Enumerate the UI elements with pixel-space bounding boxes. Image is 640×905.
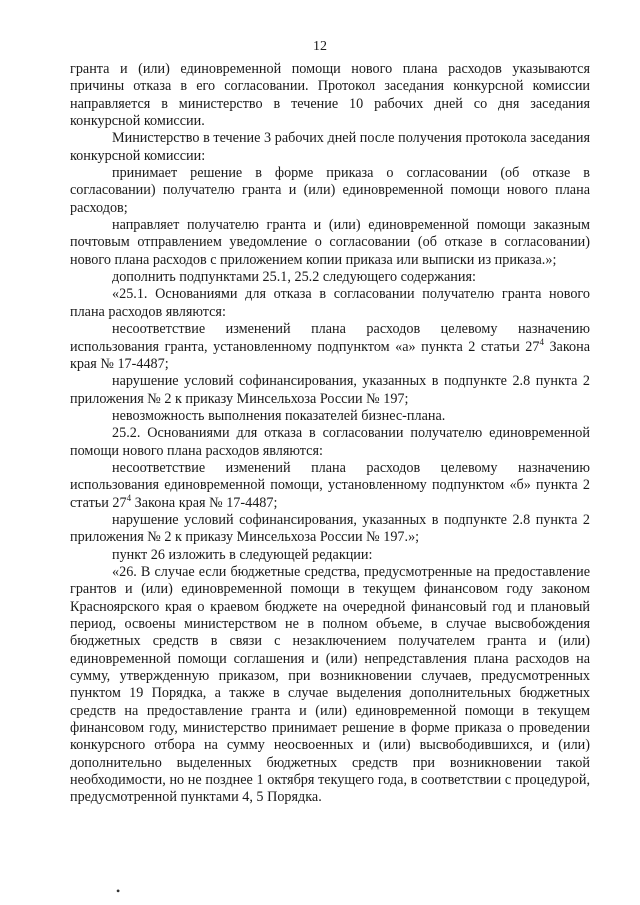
paragraph-10: 25.2. Основаниями для отказа в согласовании получателю единовременной помощи нового плана расходов являются: bbox=[70, 425, 590, 459]
document-body bbox=[70, 61, 590, 807]
paragraph-13: пункт 26 изложить в следующей редакции: bbox=[112, 546, 373, 563]
superscript: 4 bbox=[126, 492, 132, 503]
paragraph-6: «25.1. Основаниями для отказа в согласовании получателю гранта нового плана расходов являются: bbox=[70, 286, 590, 320]
paragraph-7 bbox=[70, 321, 590, 373]
paragraph-1: гранта и (или) единовременной помощи нового плана расходов указываются причины отказа в его согласовании. Протокол заседания конкурсной комиссии направляется в министерство в течение 10 рабочих дней со дня заседания конкурсной комиссии. bbox=[70, 61, 590, 130]
paragraph-4: направляет получателю гранта и (или) единовременной помощи заказным почтовым отправлением уведомление о согласовании (об отказе в согласовании) нового плана расходов с приложением копии приказа или выписки из приказа.»; bbox=[70, 217, 590, 268]
paragraph-14: «26. В случае если бюджетные средства, предусмотренные на предоставление грантов и (или) единовременной помощи в текущем финансовом году законом Красноярского края о краевом бюджете на очередной финансовый год и плановый период, освоены министерством не в полном объеме, в случае высвобождения бюджетных средств в связи с незаключением получателем гранта и (или) единовременной помощи соглашения и (или) непредставления плана расходов на сумму, утвержденную приказом, при возникновении случаев, предусмотренных пунктом 19 Порядка, а также в случае выделения дополнительных бюджетных средств на предоставление гранта и (или) единовременной помощи в текущем финансовом году, министерство принимает решение в форме приказа о проведении конкурсного отбора на сумму неосвоенных и (или) высвободившихся, и (или) дополнительно выделенных бюджетных средств при возникновении такой необходимости, но не позднее 1 октября текущего года, в соответствии с процедурой, предусмотренной пунктами 4, 5 Порядка. bbox=[70, 563, 590, 806]
paragraph-7-text-start: несоответствие изменений плана расходов целевому назначению использования гранта, установленному подпунктом «а» пункта 2 статьи 27 bbox=[70, 321, 590, 355]
paragraph-8: нарушение условий софинансирования, указанных в подпункте 2.8 пункта 2 приложения № 2 к приказу Минсельхоза России № 197; bbox=[70, 373, 590, 407]
paragraph-5: дополнить подпунктами 25.1, 25.2 следующего содержания: bbox=[112, 269, 476, 286]
paragraph-11-text-end: Закона края № 17-4487; bbox=[131, 494, 278, 511]
paragraph-11-text-start: несоответствие изменений плана расходов целевому назначению использования единовременной помощи, установленному подпунктом «б» пункта 2 статьи 27 bbox=[70, 459, 590, 511]
footer-mark: • bbox=[116, 884, 121, 898]
paragraph-9: невозможность выполнения показателей бизнес-плана. bbox=[112, 407, 446, 424]
paragraph-3: принимает решение в форме приказа о согласовании (об отказе в согласовании) получателю гранта и (или) единовременной помощи нового плана расходов; bbox=[70, 165, 590, 216]
paragraph-7-text-end: Закона края № 17-4487; bbox=[70, 338, 591, 372]
superscript: 4 bbox=[539, 336, 544, 347]
paragraph-12: нарушение условий софинансирования, указанных в подпункте 2.8 пункта 2 приложения № 2 к приказу Минсельхоза России № 197.»; bbox=[70, 511, 590, 546]
page-number: 12 bbox=[313, 39, 327, 54]
paragraph-11 bbox=[70, 460, 590, 512]
paragraph-2: Министерство в течение 3 рабочих дней после получения протокола заседания конкурсной комиссии: bbox=[70, 130, 590, 164]
